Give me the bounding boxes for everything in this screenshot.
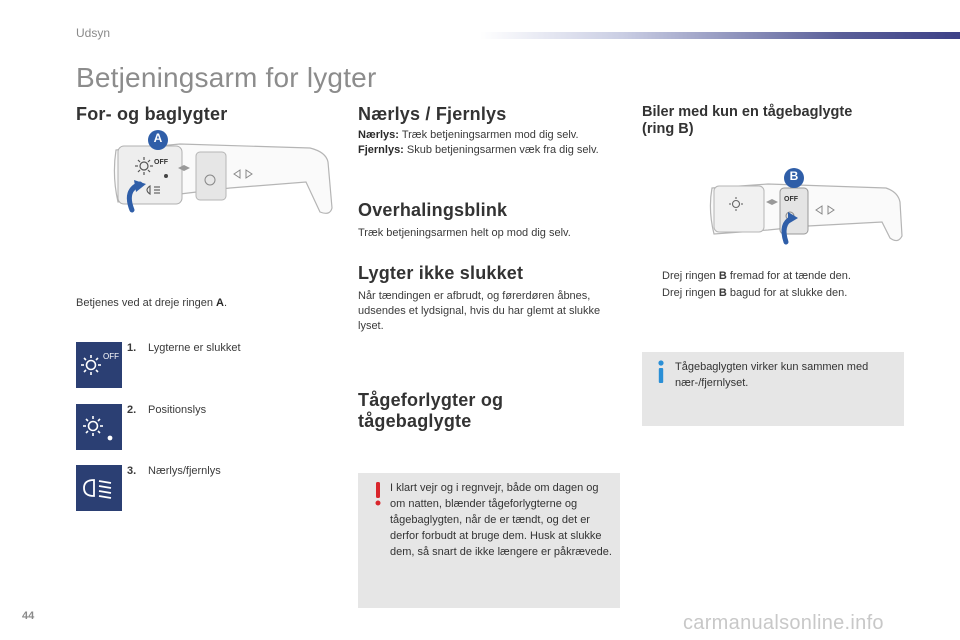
heading-fog-lights [358, 390, 503, 432]
bullet-item [642, 268, 904, 285]
item-3-num: 3. [127, 465, 137, 477]
high-beam-text: Skub betjeningsarmen væk fra dig selv. [403, 144, 599, 156]
item-2-label: Positionslys [148, 404, 207, 416]
light-stalk-a-drawing [110, 128, 336, 220]
ring-b-badge: B [789, 169, 799, 183]
item-2-num: 2. [127, 404, 137, 416]
fog-heading-line2: tågebaglygte [358, 411, 472, 431]
item-1-num: 1. [127, 342, 137, 354]
stalk-a-off-label: OFF [154, 159, 168, 166]
info-icon [656, 360, 666, 384]
low-beam-line [358, 128, 610, 143]
header-gradient-bar [480, 32, 960, 39]
info-text: Tågebaglygten virker kun sammen med nær-/fjernlyset. [675, 361, 869, 389]
low-beam-text: Træk betjeningsarmen mod dig selv. [398, 129, 579, 141]
high-beam-label: Fjernlys: [358, 144, 404, 156]
bullet-2-ring: B [718, 287, 727, 299]
high-beam-line [358, 143, 610, 158]
beam-description [358, 128, 610, 158]
bullet-1-prefix: Drej ringen [662, 270, 719, 282]
flash-text: Træk betjeningsarmen helt op mod dig selv. [358, 227, 571, 239]
heading-low-high-beam: Nærlys / Fjernlys [358, 104, 507, 124]
bullet-1-suffix: fremad for at tænde den. [726, 270, 851, 282]
fog-heading-line1: Tågeforlygter og [358, 390, 504, 410]
warning-text: I klart vejr og i regnvejr, både om dagen og om natten, blænder tågeforlygterne og tågebaglygten, når de er tændt, og det er derfor forbudt at bruge dem. Husk at slukke dem, så snart de ikke længere er påkrævede. [390, 482, 612, 558]
page-number: 44 [22, 610, 35, 622]
bullet-2-suffix: bagud for at slukke den. [726, 287, 848, 299]
exclamation-icon [372, 481, 384, 507]
section-tag: Udsyn [76, 26, 111, 40]
position-light-icon [76, 404, 122, 450]
col3-heading-line2: (ring B) [642, 121, 694, 137]
heading-lights-on-reminder: Lygter ikke slukket [358, 263, 524, 283]
low-beam-label: Nærlys: [358, 129, 399, 141]
low-beam-icon [76, 465, 122, 511]
page-title: Betjeningsarm for lygter [76, 62, 377, 93]
col3-heading-line1: Biler med kun en tågebaglygte [642, 104, 853, 120]
light-stalk-illustration-b [708, 166, 904, 252]
intro-suffix: . [224, 297, 228, 309]
item-1-label: Lygterne er slukket [148, 342, 241, 354]
bullet-item [642, 285, 904, 302]
intro-ring: A [216, 297, 224, 309]
off-icon [76, 342, 122, 388]
ring-a-badge: A [153, 131, 163, 145]
watermark: carmanualsonline.info [683, 612, 884, 634]
info-box [642, 352, 904, 426]
lights-on-text: Når tændingen er afbrudt, og førerdøren åbnes, udsendes et lydsignal, hvis du har glemt at slukke lyset. [358, 290, 601, 332]
intro-prefix: Betjenes ved at dreje ringen [76, 297, 217, 309]
bullet-1-ring: B [718, 270, 727, 282]
heading-headlamp-flash: Overhalingsblink [358, 200, 508, 220]
tile-off-text: OFF [103, 352, 119, 361]
light-stalk-illustration-a [110, 128, 336, 220]
heading-front-rear-lights: For- og baglygter [76, 104, 228, 124]
stalk-b-off-label: OFF [784, 196, 798, 203]
warning-box [358, 473, 620, 608]
ring-b-bullets [642, 268, 904, 302]
item-3-label: Nærlys/fjernlys [148, 465, 221, 477]
heading-single-rear-fog [642, 104, 852, 138]
light-stalk-b-drawing [708, 166, 904, 252]
bullet-2-prefix: Drej ringen [662, 287, 719, 299]
intro-text [76, 296, 227, 311]
